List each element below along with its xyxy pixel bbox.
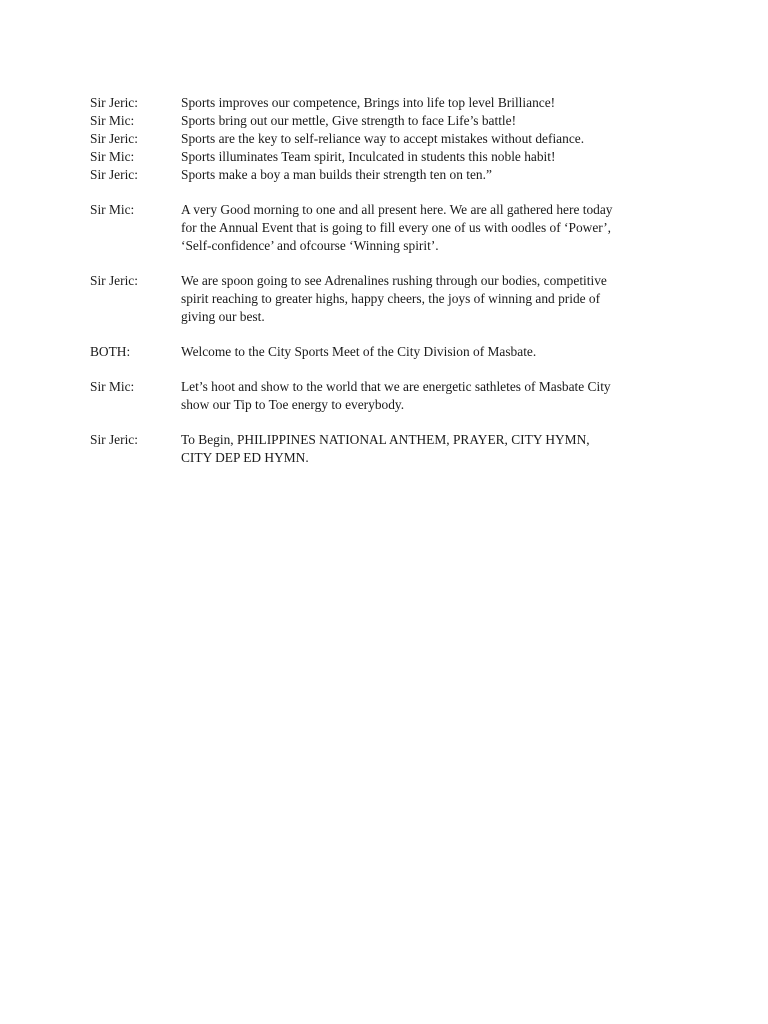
verse-line [90,130,710,148]
speaker-label: Sir Mic: [90,379,135,394]
speaker-label: Sir Mic: [90,202,135,217]
dialogue-text: Let’s hoot and show to the world that we are energetic sathletes of Masbate City show our Tip to Toe energy to everybody. [181,379,611,412]
dialogue-text: Welcome to the City Sports Meet of the City Division of Masbate. [181,344,537,359]
speaker-label: Sir Jeric: [90,167,138,182]
dialogue-text: To Begin, PHILIPPINES NATIONAL ANTHEM, PRAYER, CITY HYMN, CITY DEP ED HYMN. [181,432,590,465]
dialogue-entry [90,272,710,326]
dialogue-entry [90,343,710,361]
dialogue-entry [90,201,710,255]
dialogue-text: A very Good morning to one and all present here. We are all gathered here today for the Annual Event that is going to fill every one of us with oodles of ‘Power’, ‘Self-confidence’ and ofcourse ‘Winning spirit’. [181,202,613,253]
speaker-label: Sir Mic: [90,113,135,128]
dialogue-entry [90,378,710,414]
dialogue-entry [90,431,710,467]
speaker-label: Sir Jeric: [90,131,138,146]
speaker-label: Sir Jeric: [90,273,138,288]
line-text: Sports make a boy a man builds their strength ten on ten.” [181,167,492,182]
speaker-label: BOTH: [90,344,131,359]
verse-line [90,112,710,130]
line-text: Sports improves our competence, Brings into life top level Brilliance! [181,95,556,110]
verse-line [90,166,710,184]
opening-verse [90,94,710,184]
verse-line [90,94,710,112]
line-text: Sports are the key to self-reliance way to accept mistakes without defiance. [181,131,585,146]
line-text: Sports bring out our mettle, Give strength to face Life’s battle! [181,113,517,128]
speaker-label: Sir Jeric: [90,95,138,110]
script-document [90,94,710,484]
verse-line [90,148,710,166]
dialogue-text: We are spoon going to see Adrenalines rushing through our bodies, competitive spirit reaching to greater highs, happy cheers, the joys of winning and pride of giving our best. [181,273,607,324]
speaker-label: Sir Mic: [90,149,135,164]
speaker-label: Sir Jeric: [90,432,138,447]
line-text: Sports illuminates Team spirit, Inculcated in students this noble habit! [181,149,556,164]
